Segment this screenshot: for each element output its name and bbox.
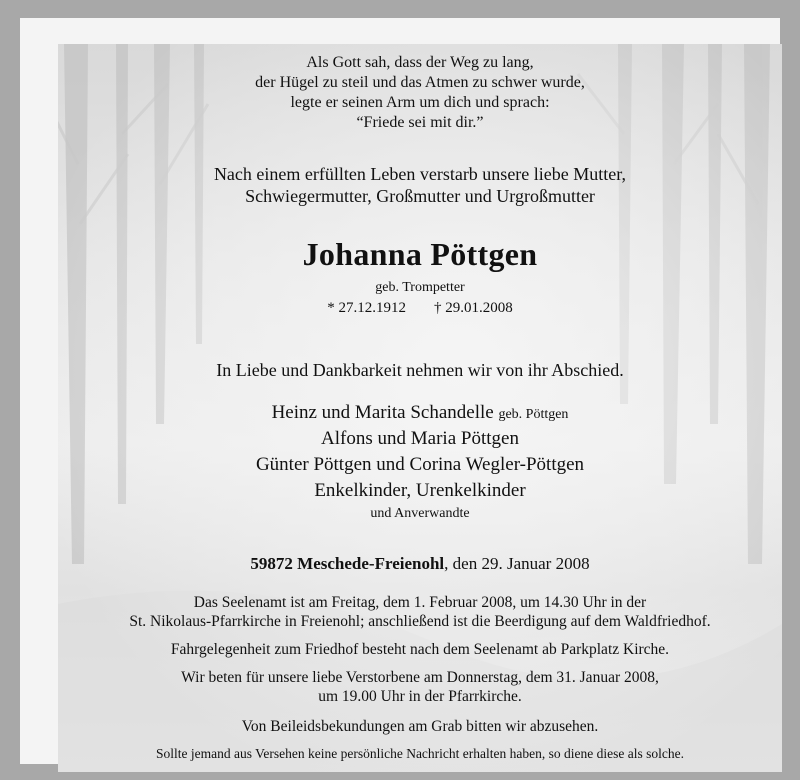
family-member: Heinz und Marita Schandelle	[271, 402, 494, 423]
intro-line: Schwiegermutter, Großmutter und Urgroßmutter	[245, 186, 595, 206]
poem-line: “Friede sei mit dir.”	[356, 114, 484, 131]
maiden-name: geb. Trompetter	[375, 280, 465, 295]
details-line: Das Seelenamt ist am Freitag, dem 1. Februar 2008, um 14.30 Uhr in der	[193, 594, 647, 611]
obituary-text	[58, 44, 782, 772]
closing-note: Sollte jemand aus Versehen keine persönliche Nachricht erhalten haben, so diene diese als solche.	[156, 746, 684, 761]
family-line: Günter Pöttgen und Corina Wegler-Pöttgen	[255, 454, 585, 475]
life-dates	[58, 300, 782, 317]
poem-line: der Hügel zu steil und das Atmen zu schwer wurde,	[255, 74, 585, 91]
details-line: St. Nikolaus-Pfarrkirche in Freienohl; anschließend ist die Beerdigung auf dem Waldfriedhof.	[129, 613, 711, 630]
details-line: Von Beileidsbekundungen am Grab bitten wir abzusehen.	[241, 718, 599, 735]
family-maiden-name: geb. Pöttgen	[498, 407, 569, 422]
family-line	[58, 402, 782, 424]
details-line: um 19.00 Uhr in der Pfarrkirche.	[318, 688, 522, 705]
obituary-panel	[58, 44, 782, 772]
death-date: † 29.01.2008	[434, 300, 513, 316]
place-date	[58, 554, 782, 574]
farewell-text: In Liebe und Dankbarkeit nehmen wir von ihr Abschied.	[216, 360, 624, 380]
family-line: Alfons und Maria Pöttgen	[321, 428, 519, 449]
place: 59872 Meschede-Freienohl	[250, 554, 445, 573]
details-line: Fahrgelegenheit zum Friedhof besteht nach dem Seelenamt ab Parkplatz Kirche.	[170, 641, 670, 658]
birth-date: * 27.12.1912	[327, 300, 406, 316]
family-line: und Anverwandte	[370, 506, 470, 521]
intro-line: Nach einem erfüllten Leben verstarb unsere liebe Mutter,	[213, 164, 627, 184]
poem-line: legte er seinen Arm um dich und sprach:	[290, 94, 550, 111]
poem-line: Als Gott sah, dass der Weg zu lang,	[306, 54, 534, 71]
details-line: Wir beten für unsere liebe Verstorbene am Donnerstag, dem 31. Januar 2008,	[181, 669, 659, 686]
obituary-border	[20, 18, 780, 764]
date: , den 29. Januar 2008	[444, 554, 590, 573]
deceased-name: Johanna Pöttgen	[302, 236, 538, 272]
family-line: Enkelkinder, Urenkelkinder	[314, 480, 526, 501]
